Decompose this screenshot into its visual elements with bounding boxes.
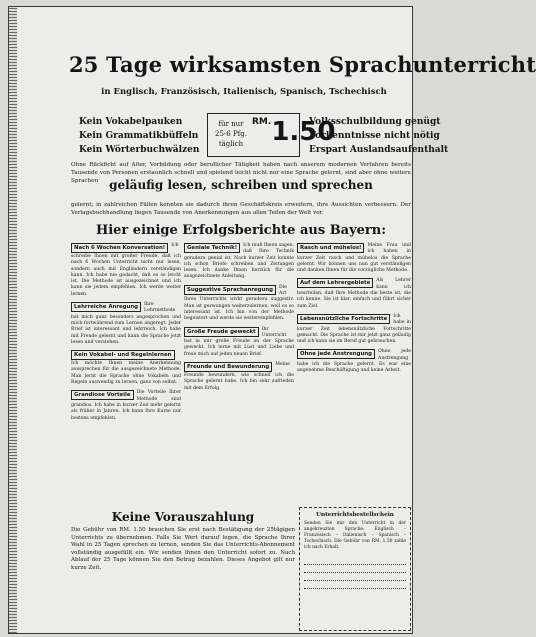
report-title: Freunde und Bewunderung [184,362,272,372]
report-item [71,243,181,298]
price-currency: RM. [252,117,272,127]
report-text: Meine Freunde bewundern, wie schnell ich die Sprache gelernt habe. Ich bin sehr zufrieden mit dem Erfolg. [184,362,294,391]
report-title: Nach 6 Wochen Konversation! [71,243,168,253]
report-text: Ich habe in kurzer Zeit lebensnützliche Fortschritte gemacht. Die Sprache ist mir jetzt ganz geläufig und ich kann sie im Beruf gut gebrauchen. [297,313,411,345]
report-text: Ich möchte Ihnen meine Anerkennung aussprechen für die ausgezeichnete Methode. Man lernt die Sprache ohne Vokabeln und Regeln auswendig zu lernen, ganz von selbst. [71,361,181,386]
report-item [184,362,294,392]
report-item [71,350,181,386]
price-small-text: für nur 25-6 Pfg. täglich [215,120,247,148]
languages-line: in Englisch, Französisch, Italienisch, Spanisch, Tschechisch [101,87,387,97]
order-coupon[interactable] [299,507,411,631]
report-item [297,349,411,374]
report-item [184,243,294,281]
feature-item: Kein Vokabelpauken [79,117,183,127]
no-advance-title: Keine Vorauszahlung [111,510,255,524]
report-title: Suggestive Sprachanregung [184,285,276,295]
report-text: Die Vorteile Ihrer Methode sind grandios. Ich habe in kurzer Zeit mehr gelernt als früher in Jahren. Ich kann Ihre Kurse nur bestens empfehlen. [71,390,181,421]
feature-item: Kein Wörterbuchwälzen [79,145,200,155]
coupon-form-lines [304,557,406,589]
report-title: Ohne jede Anstrengung [297,349,375,359]
report-title: Lebensnützliche Fortschritte [297,314,390,324]
slogan: geläufig lesen, schreiben und sprechen [109,178,373,192]
report-title: Kein Vokabel- und Regelnlernen [71,350,175,360]
report-text: Die Art Ihres Unterrichts wirkt geradezu suggestiv. Man ist gezwungen weiterzulernen, weil es so interessant ist. Ich bin von der Methode begeistert und werde sie weiterempfehlen. [184,284,294,322]
coupon-line[interactable] [304,565,406,573]
feature-item: Volksschulbildung genügt [309,117,441,127]
advertisement-page [8,6,536,634]
report-title: Große Freude geweckt [184,327,259,337]
report-item [184,327,294,358]
report-text: Als Lehrer kann ich beurteilen, daß Ihre Methode die beste ist, die ich kenne. Sie ist klar, einfach und führt sicher zum Ziel. [297,278,411,309]
report-item [184,285,294,323]
report-text: Meine Frau und ich haben in kurzer Zeit rasch und mühelos die Sprache gelernt. Wir können uns nun gut verständigen und danken Ihnen für die vorzügliche Methode. [297,243,411,274]
no-advance-text: Die Gebühr von RM. 1.50 brauchen Sie erst nach Bestätigung der 25tägigen Unterrichts zu übernehmen. Falls Sie Wert darauf legen, die Sprache Ihrer Wahl in 25 Tagen sprechen zu lernen, senden Sie das Unterrichts-Abonnement vollständig ausgefüllt ein. Wir senden Ihnen den Unterricht sofort zu. Nach Ablauf der 25 Tage können Sie den Betrag bezahlen. Dieses Angebot gilt nur kurze Zeit. [71,527,295,571]
coupon-line[interactable] [304,581,406,589]
report-text: Ohne jede Anstrengung habe ich die Sprache gelernt. Es war eine angenehme Beschäftigung und keine Arbeit. [297,349,411,374]
report-text: Ich muß Ihnen sagen, daß Ihre Technik geradezu genial ist. Nach kurzer Zeit konnte ich schon Briefe schreiben und Zeitungen lesen. Ich danke Ihnen herzlich für die ausgezeichnete Anleitung. [184,243,294,280]
coupon-text: Senden Sie mir den Unterricht in der angekreuzten Sprache: Englisch – Französisch – Italienisch – Spanisch – Tschechisch. Die Gebühr von RM. 1.50 zahle ich nach Erhalt. [304,521,406,550]
feature-item: Kein Grammatikbüffeln [79,131,199,141]
feature-item: Erspart Auslandsaufenthalt [309,145,449,155]
section-title: Hier einige Erfolgsberichte aus Bayern: [95,223,387,238]
reports-column-3 [297,243,411,379]
report-item [71,302,181,346]
report-item [297,278,411,309]
reports-column-2 [184,243,294,396]
features-left [79,115,199,157]
report-text: Ihre Lehrmethode hat mich ganz besonders angesprochen und mich fortwährend zum Lernen angeregt. Jeder Brief ist interessant und lehrreich. Ich habe mit Freude gelernt und kann die Sprache jetzt lesen und verstehen. [71,302,181,345]
coupon-title: Unterrichtsbestellschein [316,512,394,518]
headline: 25 Tage wirksamsten Sprachunterricht [69,52,536,77]
feature-item: Vorkenntnisse nicht nötig [309,131,440,141]
report-item [297,243,411,274]
left-border-hatch [9,7,17,633]
report-item [297,314,411,345]
price-box [207,113,336,157]
report-title: Rasch und mühelos! [297,243,364,253]
intro-text: Ohne Rückficht auf Alter, Vorbildung oder beruflicher Tätigkeit haben nach unserem modernen Verfahren bereits Tausende von Personen erstaunlich schnell und spielend leicht nicht nur eine Sprache gelernt, sind aber ohne weitere Sprachen [71,162,411,184]
report-title: Auf dem Lehrergebiete [297,278,373,288]
report-title: Lehrreiche Anregung [71,302,141,312]
intro-text-2: gelernt; in zahlreichen Fällen konnten sie dadurch ihren Geschäftskreis erweitern, ihre Aussichten verbessern. Der Verlagsbuchhandlung liegen Tausende von Anerkennungen aus allen Teilen der Welt vor. [71,202,411,216]
report-title: Geniale Technik! [184,243,240,253]
report-text: Ihr Unterricht hat in mir große Freude an der Sprache geweckt. Ich lerne mit Lust und Liebe und freue mich auf jeden neuen Brief. [184,326,294,357]
coupon-line[interactable] [304,557,406,565]
coupon-line[interactable] [304,573,406,581]
price-value: 1.50 [271,117,336,147]
report-item [71,390,181,421]
features-right [309,115,448,157]
report-text: Ich schreibe Ihnen mit großer Freude, daß ich nach 6 Wochen Unterricht nicht nur lesen, sondern auch mit Engländern verständigen kann. Ich habe nie gedacht, daß es so leicht ist. Die Methode ist ausgezeichnet und ich kann sie jedem empfehlen. Ich werde weiter lernen. [71,243,181,297]
reports-column-1 [71,243,181,426]
report-title: Grandiose Vorteile [71,390,134,400]
